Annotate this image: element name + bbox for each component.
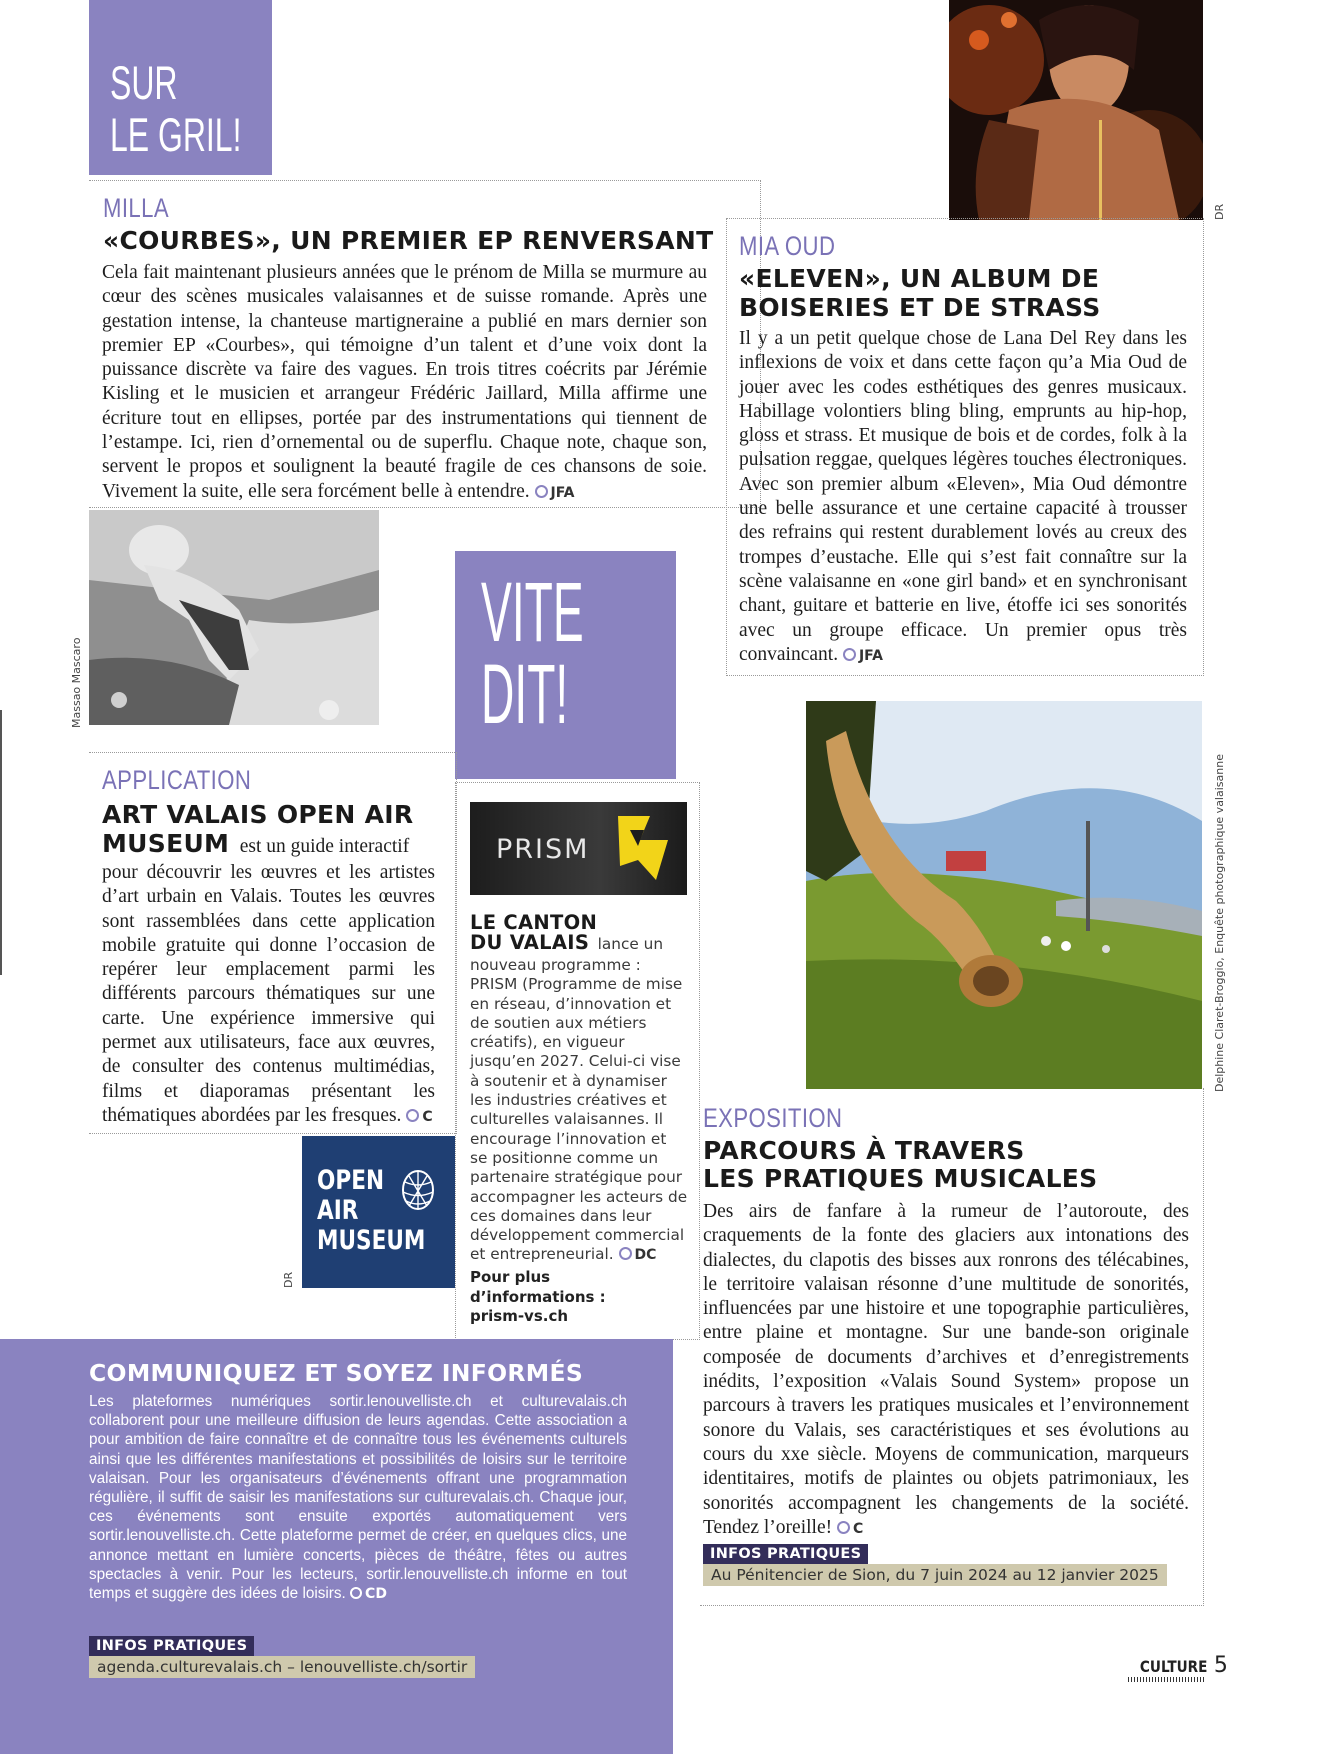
mia-oud-photo	[949, 0, 1203, 220]
prism-headline-2: DU VALAIS	[470, 931, 590, 954]
communiquez-body-text: Les plateformes numériques sortir.lenouvelliste.ch et culturevalais.ch collaborent pour une meilleure diffusion de leurs agendas. Cette association a pour ambition de faire connaître et de connaître tous les événements culturels ainsi que les différentes manifestations et possibilités de loisirs sur le territoire valaisan. Pour les organisateurs d’événements offrant une programmation régulière, il suffit de saisir les manifestations sur culturevalais.ch. Chaque jour, ces événements sont ensuite exportés automatiquement vers sortir.lenouvelliste.ch. Cette plateforme permet de créer, en quelques clics, une annonce mettant en lumière concerts, pièces de théâtre, fêtes ou autres spectacles à venir. Pour les lecteurs, sortir.lenouvelliste.ch informe en tout temps et suggère des idées de loisirs.	[89, 1393, 627, 1603]
prism-signature: DC	[619, 1247, 657, 1263]
exposition-body	[703, 1200, 1189, 1541]
margin-rule	[0, 710, 2, 975]
section-title-line1: SUR	[110, 56, 178, 109]
mia-oud-kicker: MIA OUD	[739, 231, 836, 261]
milla-kicker: MILLA	[103, 193, 170, 223]
prism-more-link[interactable]: prism-vs.ch	[470, 1307, 569, 1325]
mia-oud-headline-2: BOISERIES ET DE STRASS	[739, 293, 1101, 322]
logo-line-museum: MUSEUM	[317, 1225, 426, 1256]
signature-dot-icon	[843, 648, 856, 661]
exposition-infos	[703, 1544, 1167, 1586]
prism-headline-1: LE CANTON	[470, 911, 598, 934]
open-air-museum-logo	[302, 1136, 455, 1288]
application-headline-2: MUSEUM	[102, 829, 230, 858]
signature-dot-icon	[350, 1587, 362, 1599]
mia-oud-body-text: Il y a un petit quelque chose de Lana Del Rey dans les inflexions de voix et dans cette façon qu’a Mia Oud de jouer avec les codes esthétiques des genres musicaux. Habillage volontiers bling bling, emprunts au hip-hop, gloss et strass. Et musique de bois et de cordes, folk à la pulsation reggae, quelques légères touches électroniques. Avec son premier album «Eleven», Mia Oud démontre une belle assurance et une certaine capacité à trousser des refrains qui restent durablement lovés au creux des trompes d’eustache. Elle qui s’est fait connaître sur la scène valaisanne en «one girl band» et en synchronisant chant, guitare et batterie en live, étoffe ici ses sonorités avec un groupe efficace. Un premier opus très convaincant.	[739, 328, 1187, 665]
vite-dit-block	[455, 551, 676, 779]
communiquez-infos-value[interactable]: agenda.culturevalais.ch – lenouvelliste.ch/sortir	[89, 1656, 475, 1678]
application-signature: C	[406, 1109, 432, 1125]
application-kicker: APPLICATION	[102, 765, 252, 795]
mia-oud-photo-credit: DR	[1213, 203, 1226, 220]
exposition-article	[700, 1088, 1204, 1606]
application-body-lead: est un guide interactif	[239, 836, 410, 857]
communiquez-block	[0, 1339, 673, 1754]
open-air-museum-logo-credit: DR	[282, 1271, 295, 1288]
communiquez-headline: COMMUNIQUEZ ET SOYEZ INFORMÉS	[89, 1359, 584, 1387]
communiquez-infos-label: INFOS PRATIQUES	[89, 1636, 254, 1656]
communiquez-infos	[89, 1636, 475, 1678]
mia-oud-photo-image	[949, 0, 1203, 220]
prism-headline-row-2	[470, 933, 663, 954]
exposition-infos-value: Au Pénitencier de Sion, du 7 juin 2024 au 12 janvier 2025	[703, 1564, 1167, 1586]
folio-rule	[1128, 1677, 1204, 1682]
application-body	[102, 861, 435, 1129]
prism-body-lead: lance un	[597, 935, 664, 953]
vite-dit-line2: DIT!	[481, 647, 569, 741]
milla-body-text: Cela fait maintenant plusieurs années que le prénom de Milla se murmure au cœur des scènes musicales valaisannes et de suisse romande. Après une gestation intense, la chanteuse martigneraine a publié en mars dernier son premier EP «Courbes», qui témoigne d’un talent et d’une voix dont la puissance discrète va faire des vagues. En trois titres coécrits par Jérémie Kisling et le musicien et arrangeur Frédéric Jaillard, Milla affirme une écriture tout en ellipses, portée par des instrumentations qui tiennent de l’estampe. Ici, rien d’ornemental ou de superflu. Chaque note, chaque son, servent le propos et soulignent la beauté fragile de ces chansons de soie. Vivement la suite, elle sera forcément belle à entendre.	[102, 262, 707, 502]
communiquez-signature: CD	[350, 1586, 387, 1602]
application-headline-1: ART VALAIS OPEN AIR	[102, 800, 414, 829]
signature-dot-icon	[619, 1247, 632, 1260]
milla-photo	[89, 510, 379, 725]
milla-photo-credit: Massao Mascaro	[70, 637, 83, 728]
vite-dit-line1: VITE	[481, 565, 584, 659]
prism-article	[455, 782, 700, 1340]
mia-oud-body	[739, 327, 1187, 668]
signature-dot-icon	[406, 1109, 419, 1122]
communiquez-body	[89, 1392, 627, 1604]
exposition-photo	[806, 701, 1202, 1089]
exposition-signature: C	[837, 1521, 863, 1537]
page-folio	[1128, 1653, 1228, 1678]
section-name: CULTURE	[1139, 1657, 1208, 1676]
application-headline-row-2	[102, 829, 409, 859]
prism-logo	[470, 802, 687, 895]
exposition-photo-credit: Delphine Claret-Broggio, Enquête photographique valaisanne	[1213, 754, 1226, 1092]
mia-oud-headline-1: «ELEVEN», UN ALBUM DE	[739, 264, 1100, 293]
mia-oud-article	[726, 218, 1204, 676]
milla-body	[102, 261, 707, 505]
milla-article	[89, 180, 761, 508]
mia-oud-signature: JFA	[843, 648, 883, 664]
prism-body-text: nouveau programme : PRISM (Programme de mise en réseau, d’innovation et de soutien aux métiers créatifs), en vigueur jusqu’en 2027. Celui-ci vise à soutenir et à dynamiser les industries créatives et culturelles valaisannes. Il encourage l’innovation et se positionne comme un partenaire stratégique pour accompagner les acteurs de ces domaines dans leur développement commercial et entrepreneurial.	[470, 956, 688, 1264]
section-title-line2: LE GRIL!	[110, 108, 242, 161]
prism-more-2: d’informations :	[470, 1287, 606, 1306]
exposition-body-text: Des airs de fanfare à la rumeur de l’autoroute, des craquements de la fonte des glaciers aux intonations des dialectes, du clapotis des bisses aux ronrons des télécabines, le territoire valaisan résonne d’une multitude de sonorités, influencées par une histoire et une topographie particulières, entre plaine et montagne. Sur une bande-son originale composée de documents d’archives et d’enregistrements inédits, l’exposition «Valais Sound System» propose un parcours à travers les pratiques musicales et l’environnement sonore du Valais, ses caractéristiques et ses évolutions au cours du xxe siècle. Moyens de communication, marqueurs identitaires, motifs de plaintes ou objets patrimoniaux, les sonorités accompagnent les changements de la société. Tendez l’oreille!	[703, 1201, 1189, 1538]
application-article	[89, 752, 457, 1134]
page-number: 5	[1213, 1653, 1228, 1678]
prism-logo-text: PRISM	[496, 834, 590, 865]
pine-cone-icon	[399, 1166, 437, 1212]
prism-more-1: Pour plus	[470, 1268, 551, 1286]
exposition-headline-2: LES PRATIQUES MUSICALES	[703, 1164, 1098, 1193]
prism-k-icon	[608, 810, 678, 886]
exposition-photo-image	[806, 701, 1202, 1089]
exposition-headline-1: PARCOURS À TRAVERS	[703, 1136, 1025, 1165]
prism-more-info	[470, 1268, 606, 1327]
milla-headline: «COURBES», UN PREMIER EP RENVERSANT	[103, 226, 714, 255]
application-body-text: pour découvrir les œuvres et les artistes d’art urbain en Valais. Toutes les œuvres sont rassemblées dans cette application mobile gratuite qui donne l’occasion de repérer leur emplacement parmi les différents parcours thématiques sur une carte. Une expérience immersive qui permet aux utilisateurs, face aux œuvres, de consulter des contenus multimédias, films et diaporamas présentant les thématiques abordées par les fresques.	[102, 862, 435, 1126]
section-title-block	[89, 0, 272, 175]
prism-body	[470, 956, 688, 1266]
exposition-infos-label: INFOS PRATIQUES	[703, 1544, 868, 1564]
logo-line-open: OPEN	[317, 1165, 385, 1196]
signature-dot-icon	[535, 485, 548, 498]
logo-line-air: AIR	[317, 1195, 359, 1226]
exposition-kicker: EXPOSITION	[703, 1103, 843, 1133]
milla-signature: JFA	[535, 485, 575, 501]
milla-photo-image	[89, 510, 379, 725]
signature-dot-icon	[837, 1521, 850, 1534]
